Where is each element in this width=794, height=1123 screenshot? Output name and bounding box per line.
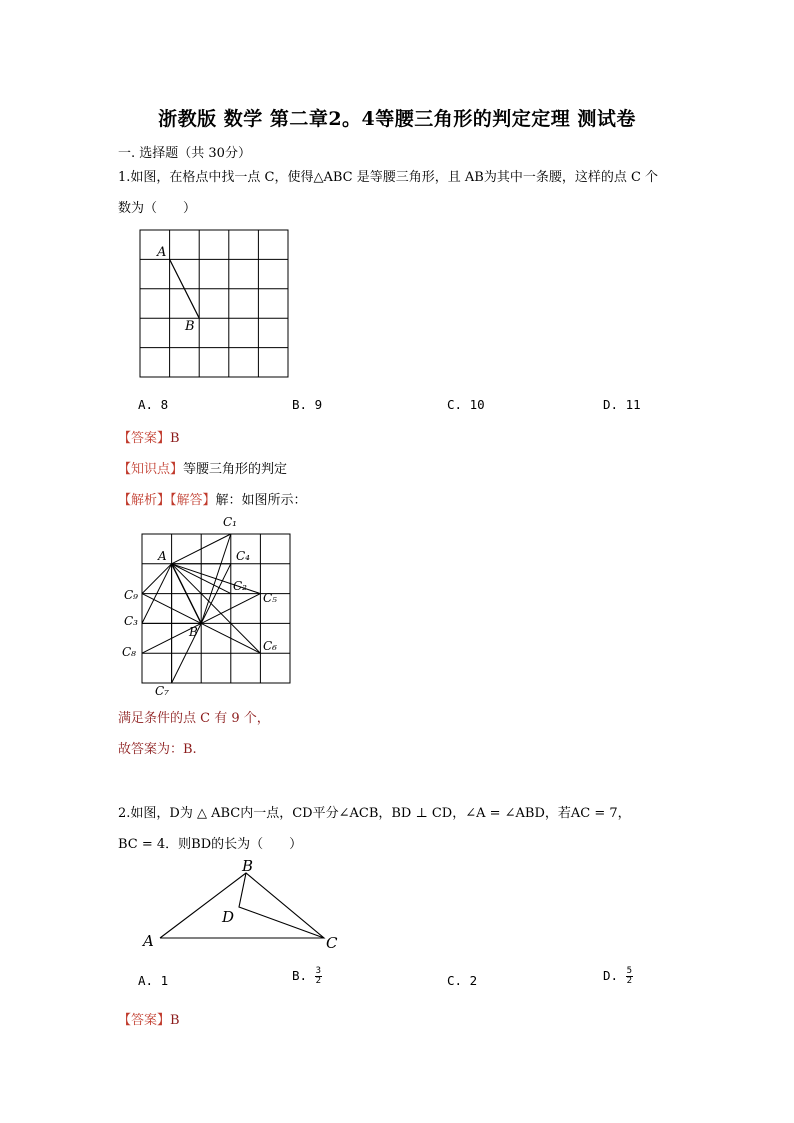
q2-option-d-denominator: 2 [626,976,633,986]
q2-option-b-numerator: 3 [315,966,322,976]
q1-stem-line1: 1.如图，在格点中找一点 C，使得△ABC 是等腰三角形，且 AB为其中一条腰，这样的点 C 个 [118,170,659,185]
q2-stem-line2: BC = 4．则BD的长为（ ） [118,837,303,852]
q2-option-b-fraction [315,967,322,986]
sol-label-c3: C₃ [124,614,138,628]
q1-option-a: A. 8 [138,397,169,412]
q1-knowledge-point [118,458,287,477]
q1-kp-tag: 【知识点】 [118,462,184,477]
sol-label-c6: C₆ [263,639,277,653]
q1-jx-tag: 【解析】【解答】 [118,493,216,508]
sol-label-b: B [189,625,198,639]
q1-answer-tag: 【答案】 [118,431,171,446]
q1-final-answer: 故答案为：B. [118,742,197,757]
q2-triangle-figure [140,856,350,954]
q1-kp-value: 等腰三角形的判定 [183,462,288,477]
sol-label-c7: C₇ [155,684,169,698]
sol-label-c2: C₂ [233,579,247,593]
q2-option-d-numerator: 5 [626,966,633,976]
q2-option-b-prefix: B. [292,968,308,983]
q2-option-c: C. 2 [447,973,478,988]
q1-stem-line2: 数为（ ） [118,201,197,216]
q1-option-b: B. 9 [292,397,323,412]
q2-answer-value: B [170,1013,180,1028]
q2-label-a: A [143,932,154,950]
q2-option-d-prefix: D. [603,968,619,983]
q2-option-b [292,967,322,986]
sol-label-a: A [158,549,167,563]
q1-label-a: A [157,245,167,260]
q2-option-a: A. 1 [138,973,169,988]
q1-grid-figure [130,222,300,384]
page-title: 浙教版 数学 第二章2。4等腰三角形的判定定理 测试卷 [158,108,636,130]
q2-label-c: C [326,934,338,952]
q2-label-d: D [222,908,235,926]
q1-answer [118,427,180,446]
q1-result: 满足条件的点 C 有 9 个， [118,711,270,726]
sol-label-c8: C₈ [122,645,136,659]
sol-label-c9: C₉ [124,588,138,602]
q1-answer-value: B [170,431,180,446]
q1-option-c: C. 10 [447,397,485,412]
q2-label-b: B [242,857,254,875]
q1-solution-figure [112,510,312,700]
q1-label-b: B [185,319,195,334]
q2-option-b-denominator: 2 [315,976,322,986]
q2-answer [118,1009,180,1028]
sol-label-c4: C₄ [236,549,250,563]
section-heading: 一. 选择题（共 30分） [118,146,251,161]
q2-answer-tag: 【答案】 [118,1013,171,1028]
q2-option-d-fraction [626,967,633,986]
q1-analysis [118,489,307,508]
sol-label-c1: C₁ [223,515,237,529]
q1-option-d: D. 11 [603,397,641,412]
q2-stem-line1: 2.如图，D为 △ ABC内一点，CD平分∠ACB，BD ⊥ CD，∠A = ∠ABD，若AC = 7， [118,806,631,821]
q2-option-d [603,967,633,986]
q1-jx-value: 解：如图所示： [215,493,307,508]
sol-label-c5: C₅ [263,591,277,605]
